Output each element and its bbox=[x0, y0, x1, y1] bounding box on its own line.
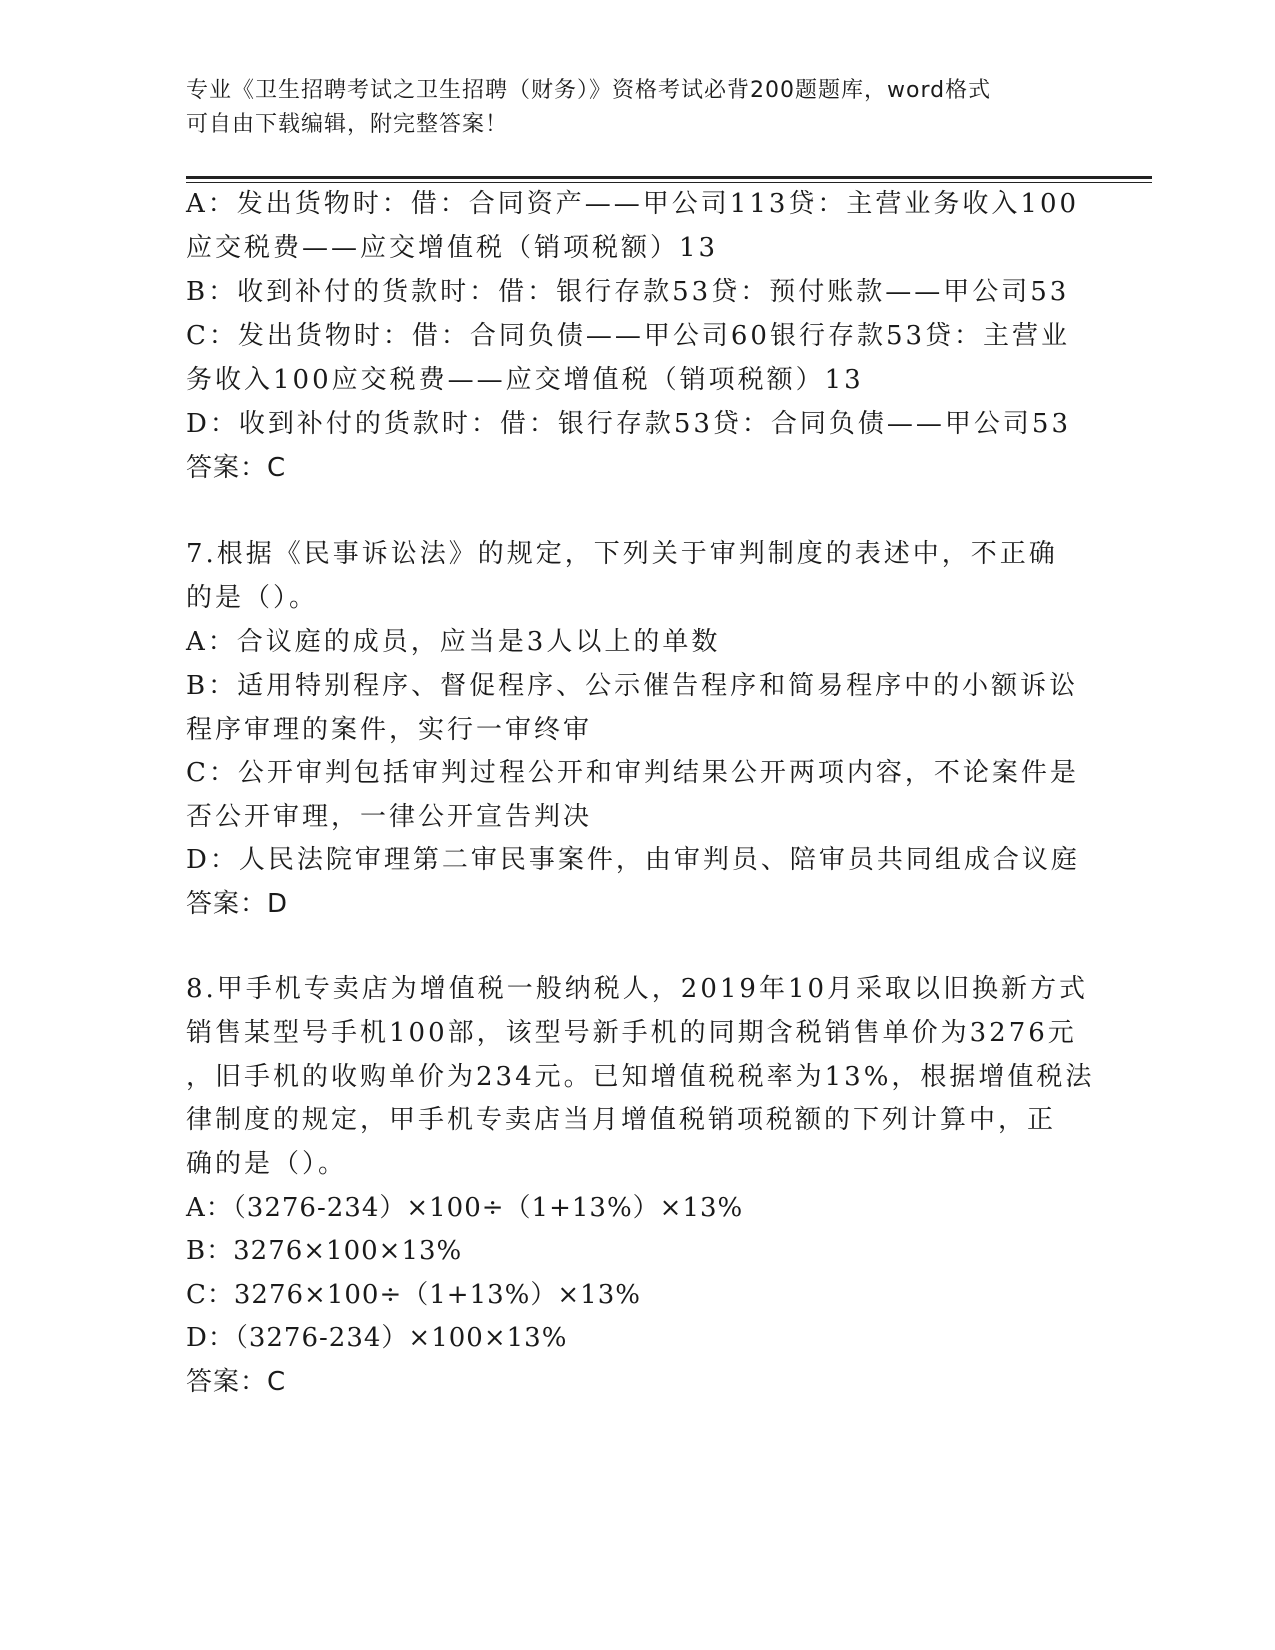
q6-option-c-line-2: 务收入100应交税费——应交增值税（销项税额）13 bbox=[186, 365, 864, 395]
q6-option-b: B：收到补付的货款时：借：银行存款53贷：预付账款——甲公司53 bbox=[186, 277, 1070, 307]
q6-option-a-line-2: 应交税费——应交增值税（销项税额）13 bbox=[186, 233, 719, 263]
q6-option-d: D：收到补付的货款时：借：银行存款53贷：合同负债——甲公司53 bbox=[186, 409, 1072, 439]
header-divider-thin bbox=[186, 182, 1152, 183]
q8-option-d: D：（3276-234）×100×13% bbox=[186, 1323, 568, 1353]
q7-option-c-line-2: 否公开审理，一律公开宣告判决 bbox=[186, 802, 593, 832]
q7-answer: 答案：D bbox=[186, 889, 289, 919]
q8-stem-line-2: 销售某型号手机100部，该型号新手机的同期含税销售单价为3276元 bbox=[186, 1018, 1077, 1048]
q7-option-a: A：合议庭的成员，应当是3人以上的单数 bbox=[186, 627, 721, 657]
q7-option-c-line-1: C：公开审判包括审判过程公开和审判结果公开两项内容，不论案件是 bbox=[186, 758, 1079, 788]
q8-option-c: C：3276×100÷（1+13%）×13% bbox=[186, 1280, 641, 1310]
q8-stem-line-3: ，旧手机的收购单价为234元。已知增值税税率为13%，根据增值税法 bbox=[186, 1062, 1095, 1092]
header-title-line-2: 可自由下载编辑，附完整答案！ bbox=[186, 112, 509, 137]
q8-option-b: B：3276×100×13% bbox=[186, 1236, 463, 1266]
q6-answer: 答案：C bbox=[186, 453, 287, 483]
q7-stem-line-2: 的是（）。 bbox=[186, 583, 319, 613]
q7-option-b-line-2: 程序审理的案件，实行一审终审 bbox=[186, 715, 593, 745]
document-header bbox=[186, 74, 1066, 142]
q8-answer: 答案：C bbox=[186, 1367, 287, 1397]
q7-option-b-line-1: B：适用特别程序、督促程序、公示催告程序和简易程序中的小额诉讼 bbox=[186, 671, 1079, 701]
header-title-line-1: 专业《卫生招聘考试之卫生招聘（财务）》资格考试必背200题题库，word格式 bbox=[186, 78, 992, 103]
q8-stem-line-5: 确的是（）。 bbox=[186, 1149, 348, 1179]
q8-stem-line-4: 律制度的规定，甲手机专卖店当月增值税销项税额的下列计算中，正 bbox=[186, 1105, 1057, 1135]
q7-option-d: D：人民法院审理第二审民事案件，由审判员、陪审员共同组成合议庭 bbox=[186, 845, 1080, 875]
q7-stem-line-1: 7.根据《民事诉讼法》的规定，下列关于审判制度的表述中，不正确 bbox=[186, 539, 1058, 569]
q6-option-c-line-1: C：发出货物时：借：合同负债——甲公司60银行存款53贷：主营业 bbox=[186, 321, 1071, 351]
header-divider-thick bbox=[186, 176, 1152, 179]
q8-stem-line-1: 8.甲手机专卖店为增值税一般纳税人，2019年10月采取以旧换新方式 bbox=[186, 974, 1089, 1004]
q6-option-a-line-1: A：发出货物时：借：合同资产——甲公司113贷：主营业务收入100 bbox=[186, 189, 1080, 219]
q8-option-a: A：（3276-234）×100÷（1+13%）×13% bbox=[186, 1193, 744, 1223]
